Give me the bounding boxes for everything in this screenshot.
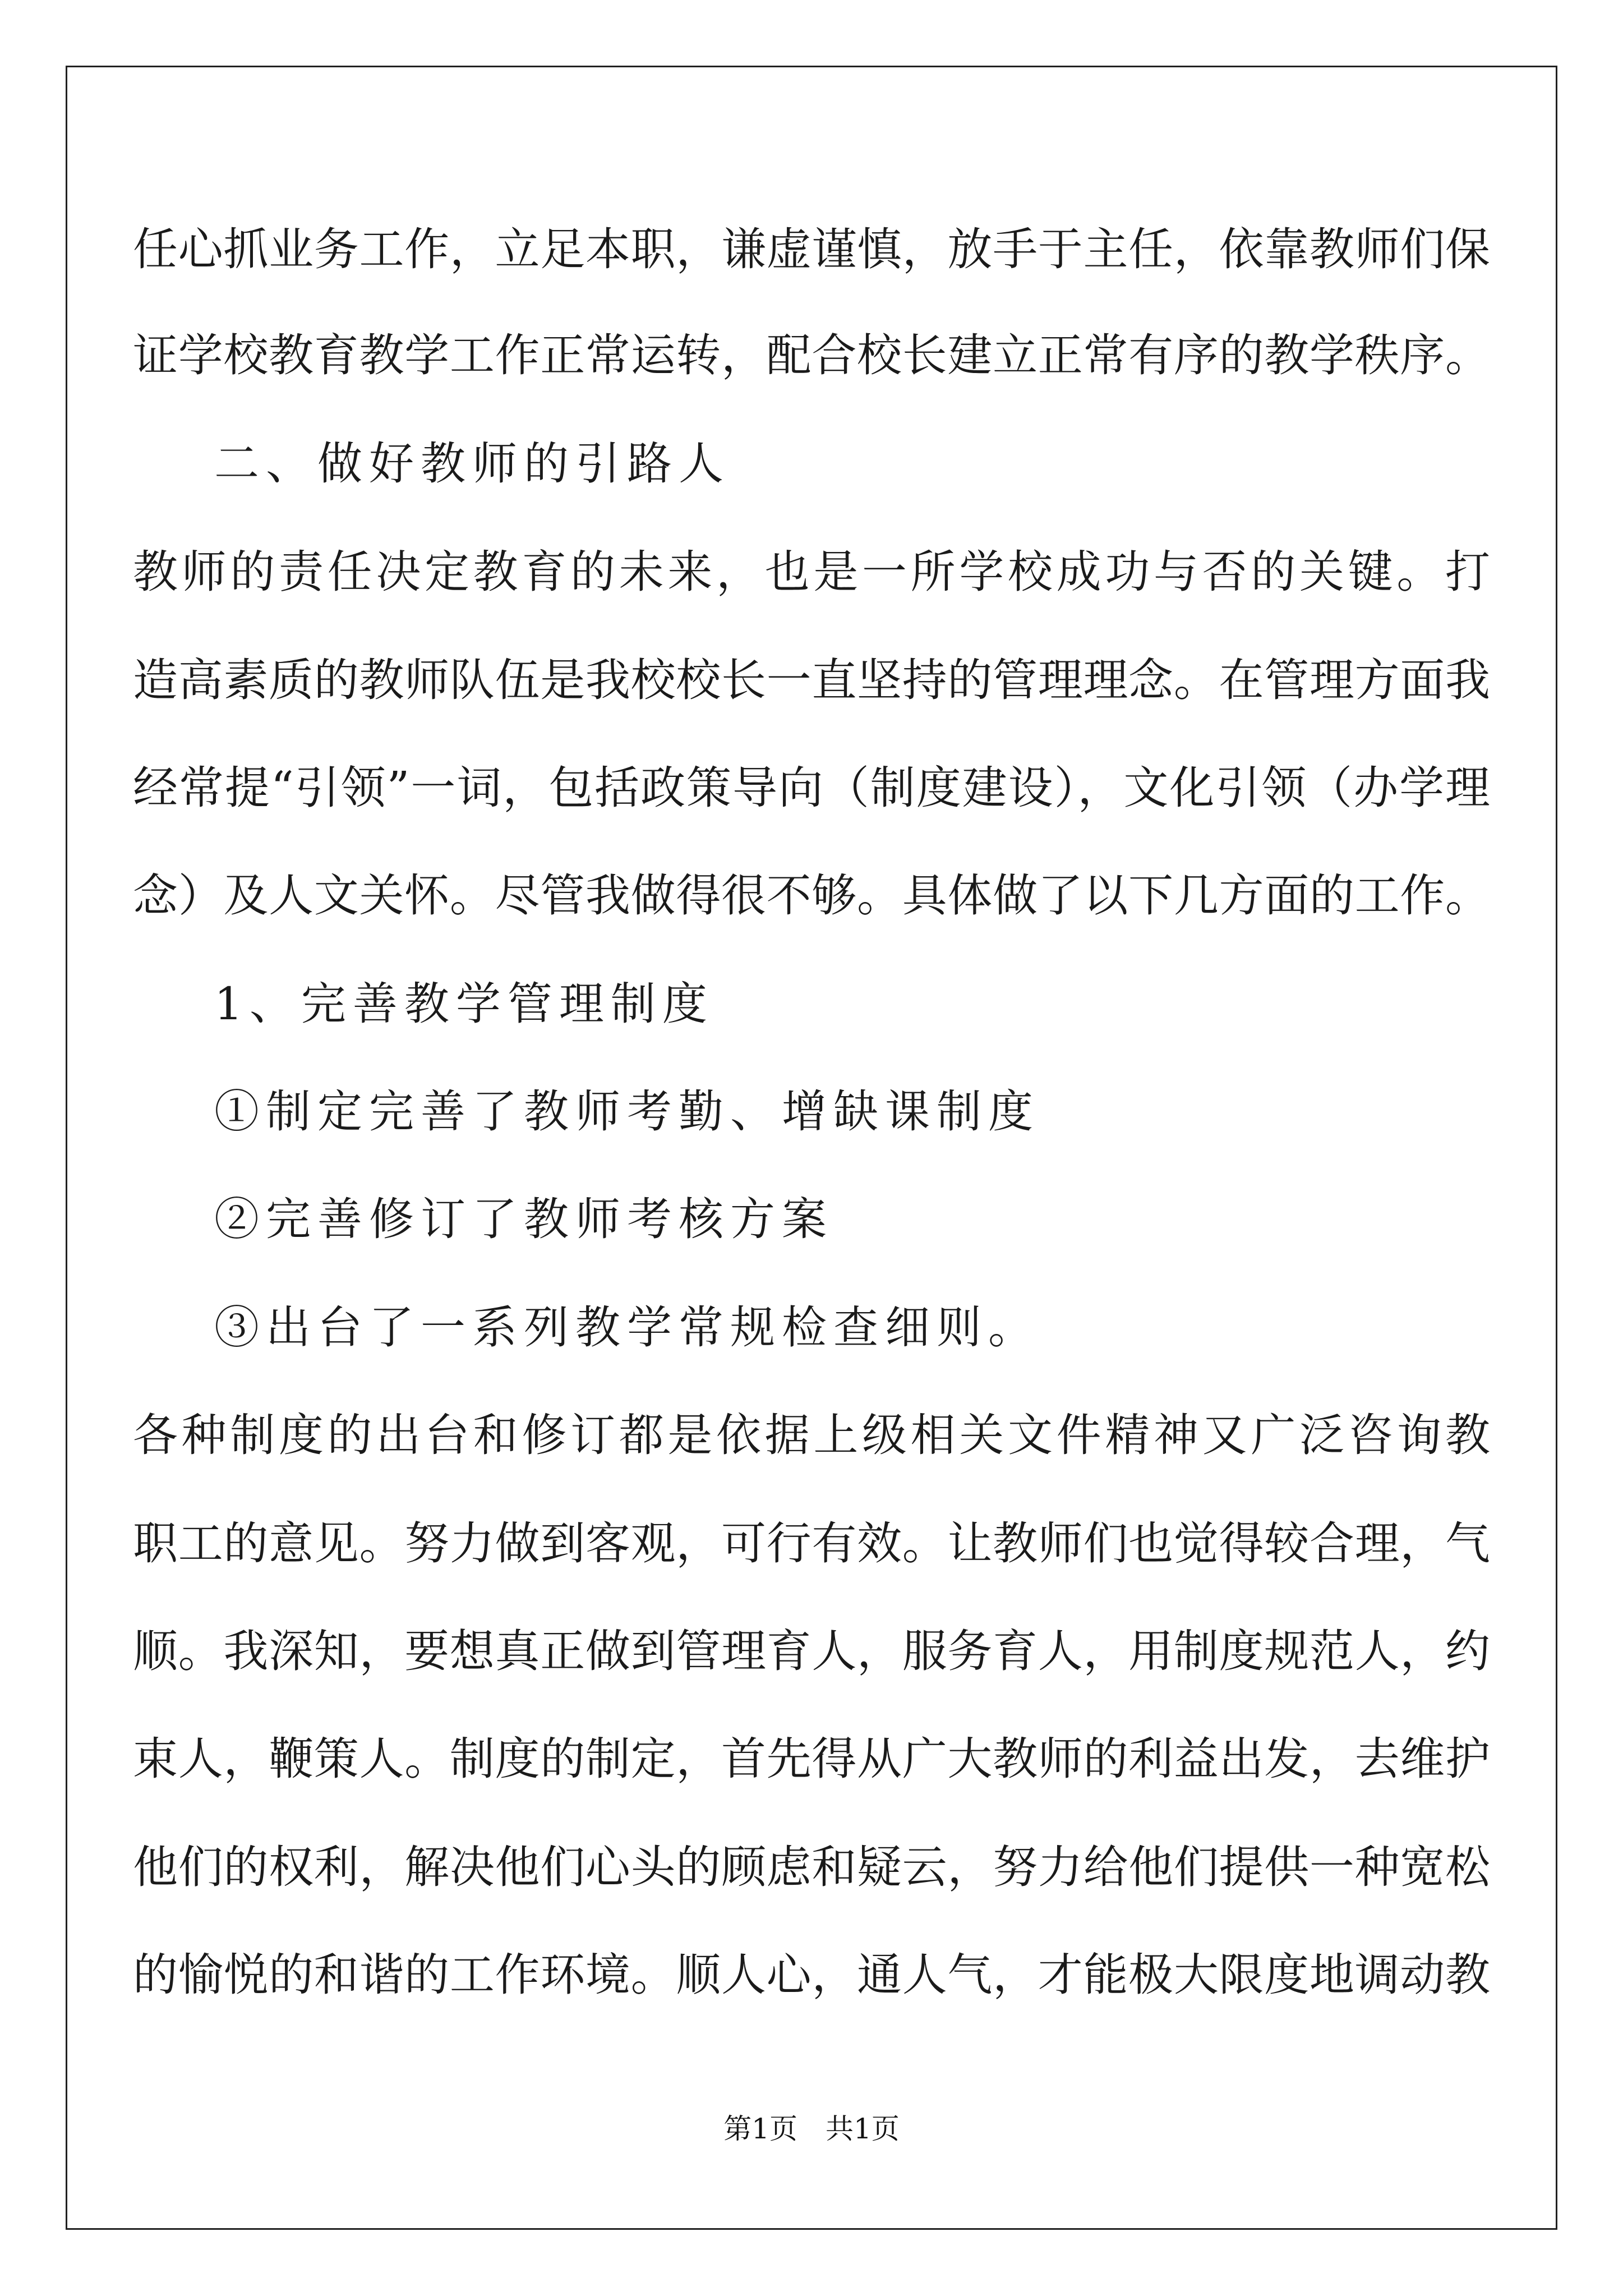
list-item-1: ①制定完善了教师考勤、增缺课制度 (214, 1085, 1040, 1138)
text-line-14: 顺。我深知，要想真正做到管理育人，服务育人，用制度规范人，约 (133, 1625, 1490, 1677)
page-border (66, 66, 1557, 2230)
page-footer (0, 2106, 1623, 2147)
section-heading-2: 二、做好教师的引路人 (214, 438, 730, 490)
text-line-7: 念）及人文关怀。尽管我做得很不够。具体做了以下几方面的工作。 (133, 869, 1490, 922)
text-line-13: 职工的意见。努力做到客观，可行有效。让教师们也觉得较合理，气 (133, 1517, 1490, 1570)
text-line-12: 各种制度的出台和修订都是依据上级相关文件精神又广泛咨询教 (133, 1409, 1490, 1461)
page-number: 第1页 (723, 2113, 797, 2145)
text-line-4: 教师的责任决定教育的未来，也是一所学校成功与否的关键。打 (133, 546, 1490, 598)
text-line-2: 证学校教育教学工作正常运转，配合校长建立正常有序的教学秩序。 (133, 329, 1490, 381)
list-item-3: ③出台了一系列教学常规检查细则。 (214, 1301, 1040, 1354)
text-line-16: 他们的权利，解决他们心头的顾虑和疑云，努力给他们提供一种宽松 (133, 1841, 1490, 1893)
text-line-17: 的愉悦的和谐的工作环境。顺人心，通人气，才能极大限度地调动教 (133, 1949, 1490, 2001)
text-line-1: 任心抓业务工作，立足本职，谦虚谨慎，放手于主任，依靠教师们保 (133, 223, 1490, 275)
page-total: 共1页 (826, 2113, 900, 2145)
subheading-1: 1、完善教学管理制度 (214, 978, 714, 1030)
list-item-2: ②完善修订了教师考核方案 (214, 1193, 833, 1245)
text-line-5: 造高素质的教师队伍是我校校长一直坚持的管理理念。在管理方面我 (133, 654, 1490, 706)
text-line-6: 经常提“引领”一词，包括政策导向（制度建设），文化引领（办学理 (133, 762, 1490, 814)
text-line-15: 束人，鞭策人。制度的制定，首先得从广大教师的利益出发，去维护 (133, 1733, 1490, 1785)
